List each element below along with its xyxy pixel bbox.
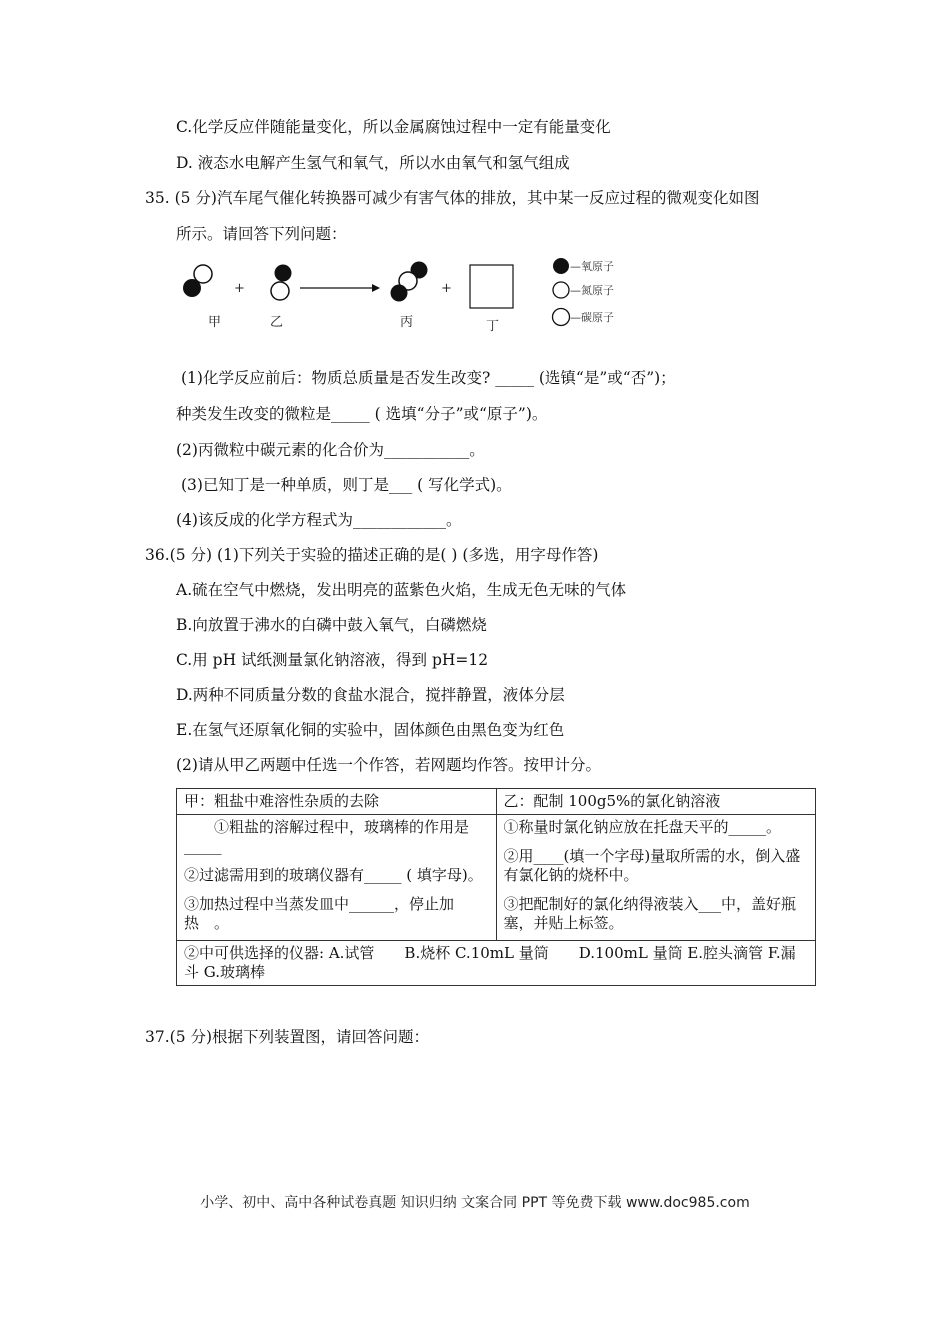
- table-head-left: 甲：粗盐中难溶性杂质的去除: [177, 789, 497, 815]
- question-36-part-2: (2)请从甲乙两题中任选一个作答，若网题均作答。按甲计分。: [176, 756, 601, 774]
- question-35-part-3: (3)已知丁是一种单质，则丁是___ ( 写化学式)。: [181, 476, 512, 494]
- table-left-cell: [177, 815, 497, 941]
- reaction-diagram: [170, 255, 650, 345]
- question-36-table: [176, 788, 816, 986]
- table-head-right: 乙：配制 100g5%的氯化钠溶液: [496, 789, 816, 815]
- table-right-cell: [496, 815, 816, 941]
- right-item-2: ②用____(填一个字母)量取所需的水，倒入盛有氯化钠的烧杯中。: [503, 847, 801, 884]
- molecule-yi-black-atom: [275, 265, 292, 282]
- question-36-option-b: B.向放置于沸水的白磷中鼓入氧气，白磷燃烧: [176, 616, 487, 634]
- question-37-stem: 37.(5 分)根据下列装置图，请回答问题：: [145, 1028, 430, 1046]
- label-yi: 乙: [270, 315, 284, 330]
- legend-oxygen: —氧原子: [570, 260, 614, 273]
- question-35-part-4: (4)该反成的化学方程式为____________。: [176, 511, 462, 529]
- question-35-stem: 35. (5 分)汽车尾气催化转换器可减少有害气体的排放，其中某一反应过程的微观变化如图: [145, 189, 760, 207]
- legend-gray-atom: [553, 282, 569, 298]
- molecule-bing-black-atom-2: [391, 285, 408, 302]
- page-footer: 小学、初中、高中各种试卷真题 知识归纳 文案合同 PPT 等免费下载 www.doc985.com: [200, 1195, 750, 1211]
- molecule-yi-white-atom: [271, 282, 289, 300]
- left-item-3: ③加热过程中当蒸发皿中______，停止加热 。: [184, 895, 455, 932]
- question-35-part-2: (2)丙微粒中碳元素的化合价为___________。: [176, 441, 485, 459]
- question-36-stem: 36.(5 分) (1)下列关于实验的描述正确的是( ) (多选，用字母作答): [145, 546, 599, 564]
- question-35-part-1: (1)化学反应前后：物质总质量是否发生改变? _____ (选镇“是”或“否”)；: [181, 369, 676, 387]
- plus-sign-1: +: [234, 281, 245, 296]
- left-item-1: ①粗盐的溶解过程中，玻璃棒的作用是_____: [184, 818, 470, 855]
- reaction-diagram-svg: [170, 255, 650, 345]
- question-36-option-e: E.在氢气还原氧化铜的实验中，固体颜色由黑色变为红色: [176, 721, 565, 739]
- question-35-stem-cont: 所示。请回答下列问题：: [176, 225, 347, 243]
- question-36-option-a: A.硫在空气中燃烧，发出明亮的蓝紫色火焰，生成无色无味的气体: [176, 581, 627, 599]
- label-bing: 丙: [400, 315, 414, 330]
- label-ding: 丁: [486, 319, 500, 334]
- table-footer-cell: ②中可供选择的仪器: A.试管 B.烧杯 C.10mL 量筒 D.100mL 量筒 E.腔头滴管 F.漏斗 G.玻璃棒: [177, 941, 816, 986]
- legend-carbon: —碳原子: [570, 311, 614, 324]
- molecule-jia-white-atom: [194, 265, 212, 283]
- reaction-arrow-head: [372, 284, 380, 292]
- right-item-3: ③把配制好的氯化纳得液装入___中，盖好瓶塞，并贴上标签。: [503, 895, 797, 932]
- left-item-2: ②过滤需用到的玻璃仪器有_____ ( 填字母)。: [184, 866, 483, 884]
- option-d-text: D. 液态水电解产生氢气和氧气，所以水由氧气和氢气组成: [176, 154, 570, 172]
- molecule-ding-box: [470, 265, 513, 308]
- label-jia: 甲: [208, 315, 222, 330]
- question-36-option-d: D.两种不同质量分数的食盐水混合，搅拌静置，液体分层: [176, 686, 565, 704]
- legend-nitrogen: —氮原子: [570, 284, 614, 297]
- molecule-jia-black-atom: [183, 279, 201, 297]
- plus-sign-2: +: [441, 281, 452, 296]
- right-item-1: ①称量时氯化钠应放在托盘天平的_____。: [503, 818, 782, 836]
- table-footer-row: [177, 941, 816, 986]
- table-header-row: [177, 789, 816, 815]
- option-c-text: C.化学反应伴随能量变化，所以金属腐蚀过程中一定有能量变化: [176, 118, 611, 136]
- question-36-option-c: C.用 pH 试纸测量氯化钠溶液，得到 pH=12: [176, 651, 489, 669]
- legend-black-atom: [553, 258, 569, 274]
- table-body-row: [177, 815, 816, 941]
- legend-white-atom: [553, 309, 570, 326]
- question-35-part-1-cont: 种类发生改变的微粒是_____ ( 选填“分子”或“原子”)。: [176, 405, 548, 423]
